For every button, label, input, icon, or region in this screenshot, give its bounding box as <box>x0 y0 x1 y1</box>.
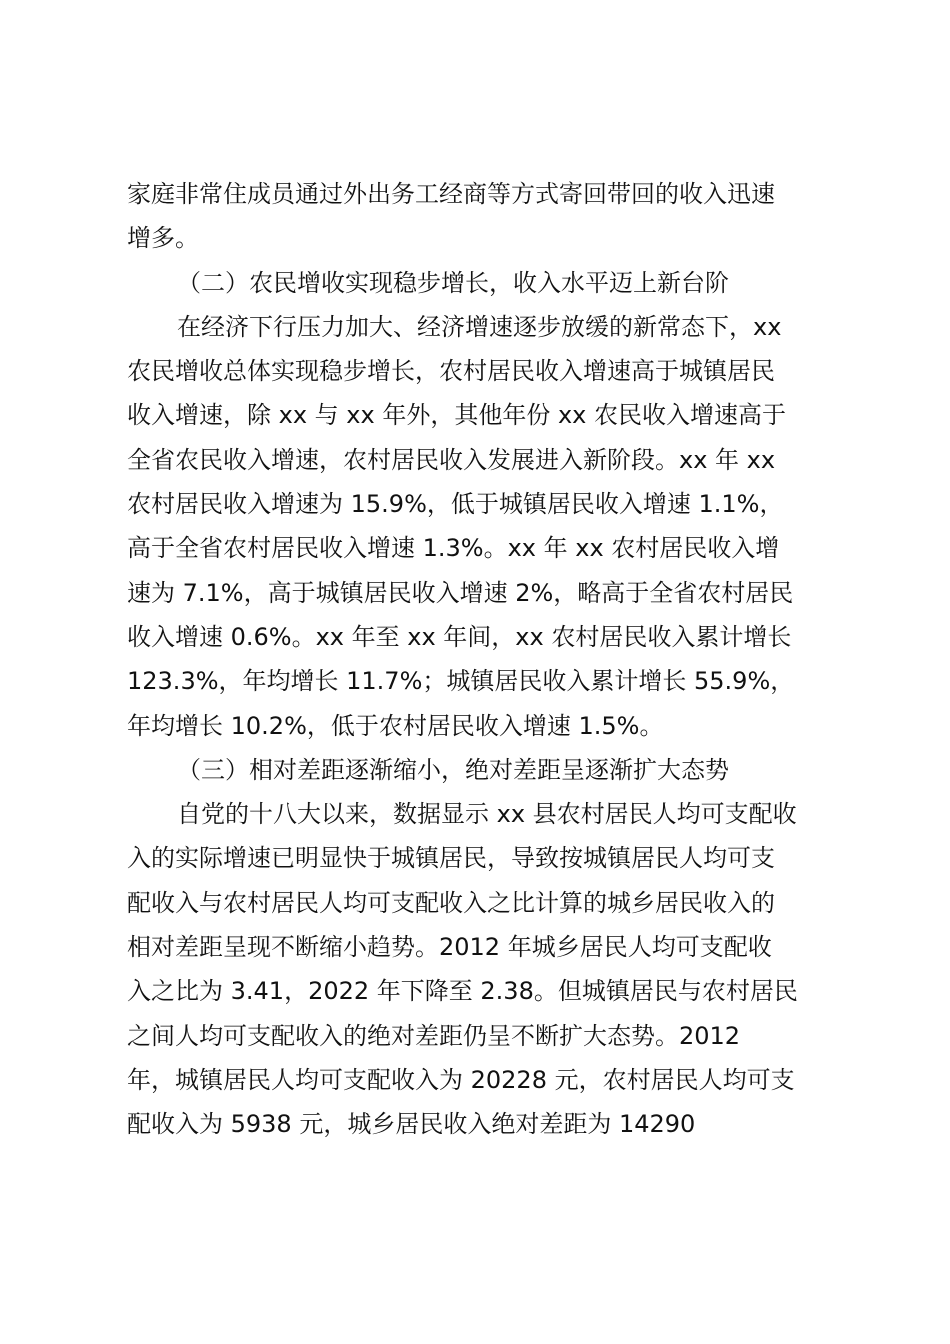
document-body <box>127 172 839 1147</box>
paragraph-line: 全省农民收入增速，农村居民收入发展进入新阶段。xx 年 xx <box>127 445 776 474</box>
paragraph-line: 农村居民收入增速为 15.9%，低于城镇居民收入增速 1.1%， <box>127 490 784 519</box>
paragraph-line: 年，城镇居民人均可支配收入为 20228 元，农村居民人均可支 <box>127 1065 795 1094</box>
paragraph-line: 农民增收总体实现稳步增长，农村居民收入增速高于城镇居民 <box>127 357 775 386</box>
paragraph-line: 收入增速 0.6%。xx 年至 xx 年间，xx 农村居民收入累计增长 <box>127 622 792 651</box>
paragraph-line: 入之比为 3.41，2022 年下降至 2.38。但城镇居民与农村居民 <box>127 977 798 1006</box>
paragraph-line: 自党的十八大以来，数据显示 xx 县农村居民人均可支配收 <box>177 800 797 829</box>
paragraph-line: 家庭非常住成员通过外出务工经商等方式寄回带回的收入迅速 <box>127 180 775 208</box>
paragraph-line: 高于全省农村居民收入增速 1.3%。xx 年 xx 农村居民收入增 <box>127 534 780 563</box>
paragraph-line: 年均增长 10.2%，低于农村居民收入增速 1.5%。 <box>127 711 664 740</box>
paragraph-line: 配收入与农村居民人均可支配收入之比计算的城乡居民收入的 <box>127 888 775 917</box>
paragraph-line: 配收入为 5938 元，城乡居民收入绝对差距为 14290 <box>127 1110 696 1139</box>
paragraph-line: 之间人均可支配收入的绝对差距仍呈不断扩大态势。2012 <box>127 1021 741 1050</box>
section-heading: （二）农民增收实现稳步增长，收入水平迈上新台阶 <box>177 268 729 297</box>
section-heading: （三）相对差距逐渐缩小，绝对差距呈逐渐扩大态势 <box>177 755 729 784</box>
paragraph-line: 速为 7.1%，高于城镇居民收入增速 2%，略高于全省农村居民 <box>127 578 794 607</box>
paragraph-line: 在经济下行压力加大、经济增速逐步放缓的新常态下，xx <box>177 312 782 341</box>
paragraph-line: 收入增速，除 xx 与 xx 年外，其他年份 xx 农民收入增速高于 <box>127 401 786 430</box>
paragraph-line: 相对差距呈现不断缩小趋势。2012 年城乡居民人均可支配收 <box>127 933 772 962</box>
paragraph-line: 入的实际增速已明显快于城镇居民，导致按城镇居民人均可支 <box>127 844 775 873</box>
paragraph-line: 123.3%，年均增长 11.7%；城镇居民收入累计增长 55.9%， <box>127 667 795 696</box>
paragraph-line: 增多。 <box>127 224 199 253</box>
